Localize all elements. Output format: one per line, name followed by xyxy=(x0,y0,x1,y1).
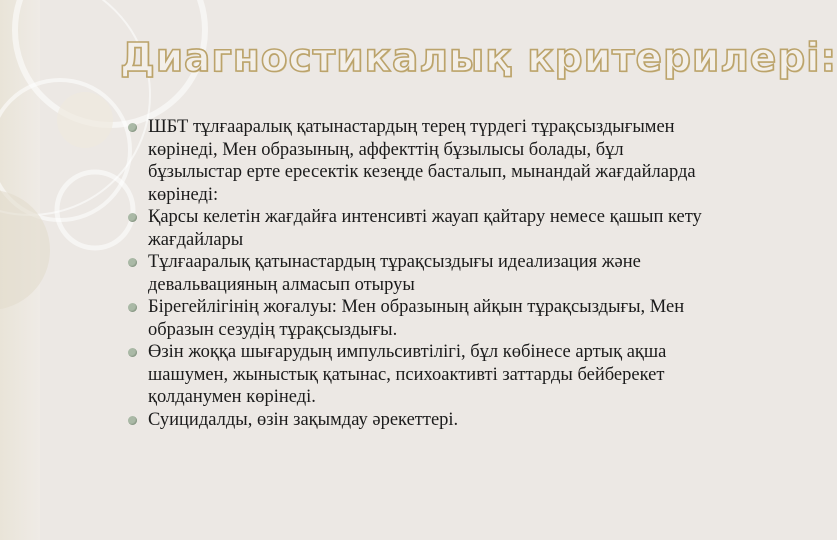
bullet-dot-icon xyxy=(128,303,137,312)
bullet-dot-icon xyxy=(128,416,137,425)
criteria-item xyxy=(128,251,708,296)
criteria-item xyxy=(128,116,708,206)
bullet-dot-icon xyxy=(128,213,137,222)
criteria-item xyxy=(128,296,708,341)
bullet-dot-icon xyxy=(128,258,137,267)
criteria-text: Қарсы келетін жағдайға интенсивті жауап қайтару немесе қашып кету жағдайлары xyxy=(148,207,702,250)
criteria-item xyxy=(128,341,708,409)
bullet-dot-icon xyxy=(128,348,137,357)
criteria-text: Бірегейлігінің жоғалуы: Мен образының айқын тұрақсыздығы, Мен образын сезудің тұрақсыздығы. xyxy=(148,297,685,340)
criteria-text: Тұлғааралық қатынастардың тұрақсыздығы идеализация және девальвацияның алмасып отыруы xyxy=(148,252,641,295)
criteria-text: Суицидалды, өзін зақымдау әрекеттері. xyxy=(148,409,459,430)
criteria-list xyxy=(128,116,708,431)
criteria-item xyxy=(128,206,708,251)
criteria-text: ШБТ тұлғааралық қатынастардың терең түрдегі тұрақсыздығымен көрінеді, Мен образының, аффекттің бұзылысы болады, бұл бұзылыстар ерте ересектік кезеңде басталып, мынандай жағдайларда көрінеді: xyxy=(148,117,696,205)
criteria-item xyxy=(128,409,708,432)
criteria-text: Өзін жоққа шығарудың импульсивтілігі, бұл көбінесе артық ақша шашумен, жыныстық қатынас, психоактивті заттарды бейберекет қолданумен көрінеді. xyxy=(148,342,667,407)
decor-circle-fill xyxy=(0,190,50,310)
slide-title: Диагностикалық критерилері: xyxy=(120,36,837,81)
decor-circle-fill-2 xyxy=(57,92,113,148)
bullet-dot-icon xyxy=(128,123,137,132)
